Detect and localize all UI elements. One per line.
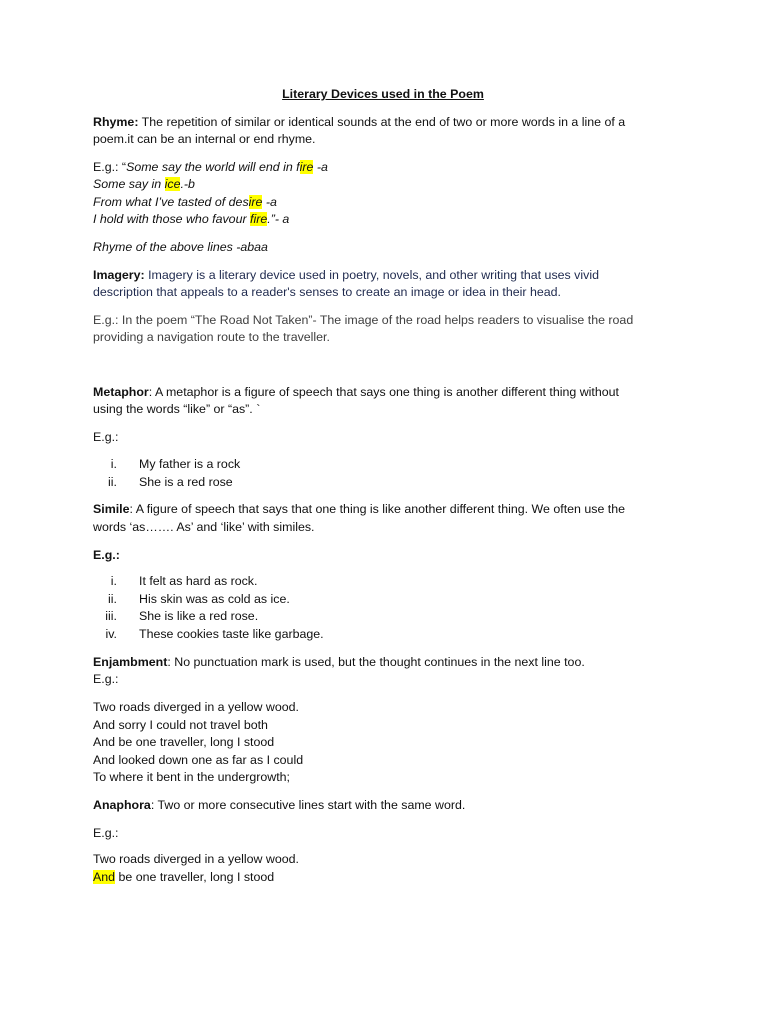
highlight: ire: [248, 195, 263, 209]
imagery-example-line-2: providing a navigation route to the traveller.: [93, 330, 330, 344]
imagery-example-line-1: E.g.: In the poem “The Road Not Taken”- The image of the road helps readers to visualise the road: [93, 313, 634, 327]
rhyme-term: Rhyme:: [93, 115, 139, 129]
poem-line: And be one traveller, long I stood: [93, 735, 275, 749]
metaphor-definition-line-2: using the words “like” or “as”. `: [93, 402, 261, 416]
rhyme-example-line-2: Some say in ice.-b: [93, 177, 195, 191]
highlight: ice: [164, 177, 181, 191]
rhyme-definition-line-2: poem.it can be an internal or end rhyme.: [93, 132, 316, 146]
simile-definition-line-2: words ‘as……. As’ and ‘like’ with similes.: [93, 520, 315, 534]
metaphor-eg-label: E.g.:: [93, 430, 119, 444]
metaphor-term: Metaphor: [93, 385, 149, 399]
enjambment-eg-label: E.g.:: [93, 672, 119, 686]
enjambment-definition: Enjambment: No punctuation mark is used, but the thought continues in the next line too.: [93, 655, 585, 669]
poem-line: To where it bent in the undergrowth;: [93, 770, 290, 784]
anaphora-definition: Anaphora: Two or more consecutive lines start with the same word.: [93, 798, 466, 812]
metaphor-definition-line-1: Metaphor: A metaphor is a figure of speech that says one thing is another different thing without: [93, 385, 619, 399]
enjambment-term: Enjambment: [93, 655, 168, 669]
imagery-definition-line-1: Imagery: Imagery is a literary device used in poetry, novels, and other writing that uses vivid: [93, 268, 599, 282]
poem-line: And looked down one as far as I could: [93, 753, 304, 767]
page-title: Literary Devices used in the Poem: [282, 87, 484, 101]
simile-definition-line-1: Simile: A figure of speech that says that one thing is like another different thing. We often use the: [93, 502, 626, 516]
anaphora-term: Anaphora: [93, 798, 151, 812]
highlight: fire: [250, 212, 268, 226]
highlight: And: [93, 870, 116, 884]
poem-line: And be one traveller, long I stood: [93, 870, 275, 884]
imagery-definition-line-2: description that appeals to a reader's senses to create an image or idea in their head.: [93, 285, 561, 299]
poem-line: Two roads diverged in a yellow wood.: [93, 700, 299, 714]
poem-line: Two roads diverged in a yellow wood.: [93, 852, 299, 866]
imagery-term: Imagery:: [93, 268, 145, 282]
rhyme-example-line-1: E.g.: “Some say the world will end in fire -a: [93, 160, 328, 174]
rhyme-scheme: Rhyme of the above lines -abaa: [93, 240, 268, 254]
rhyme-example-line-3: From what I’ve tasted of desire -a: [93, 195, 277, 209]
rhyme-example-line-4: I hold with those who favour fire.”- a: [93, 212, 290, 226]
simile-term: Simile: [93, 502, 130, 516]
poem-line: And sorry I could not travel both: [93, 718, 268, 732]
anaphora-eg-label: E.g.:: [93, 826, 119, 840]
highlight: ire: [299, 160, 314, 174]
simile-eg-label: E.g.:: [93, 548, 120, 562]
rhyme-definition-line-1: Rhyme: The repetition of similar or identical sounds at the end of two or more words in a line of a: [93, 115, 626, 129]
